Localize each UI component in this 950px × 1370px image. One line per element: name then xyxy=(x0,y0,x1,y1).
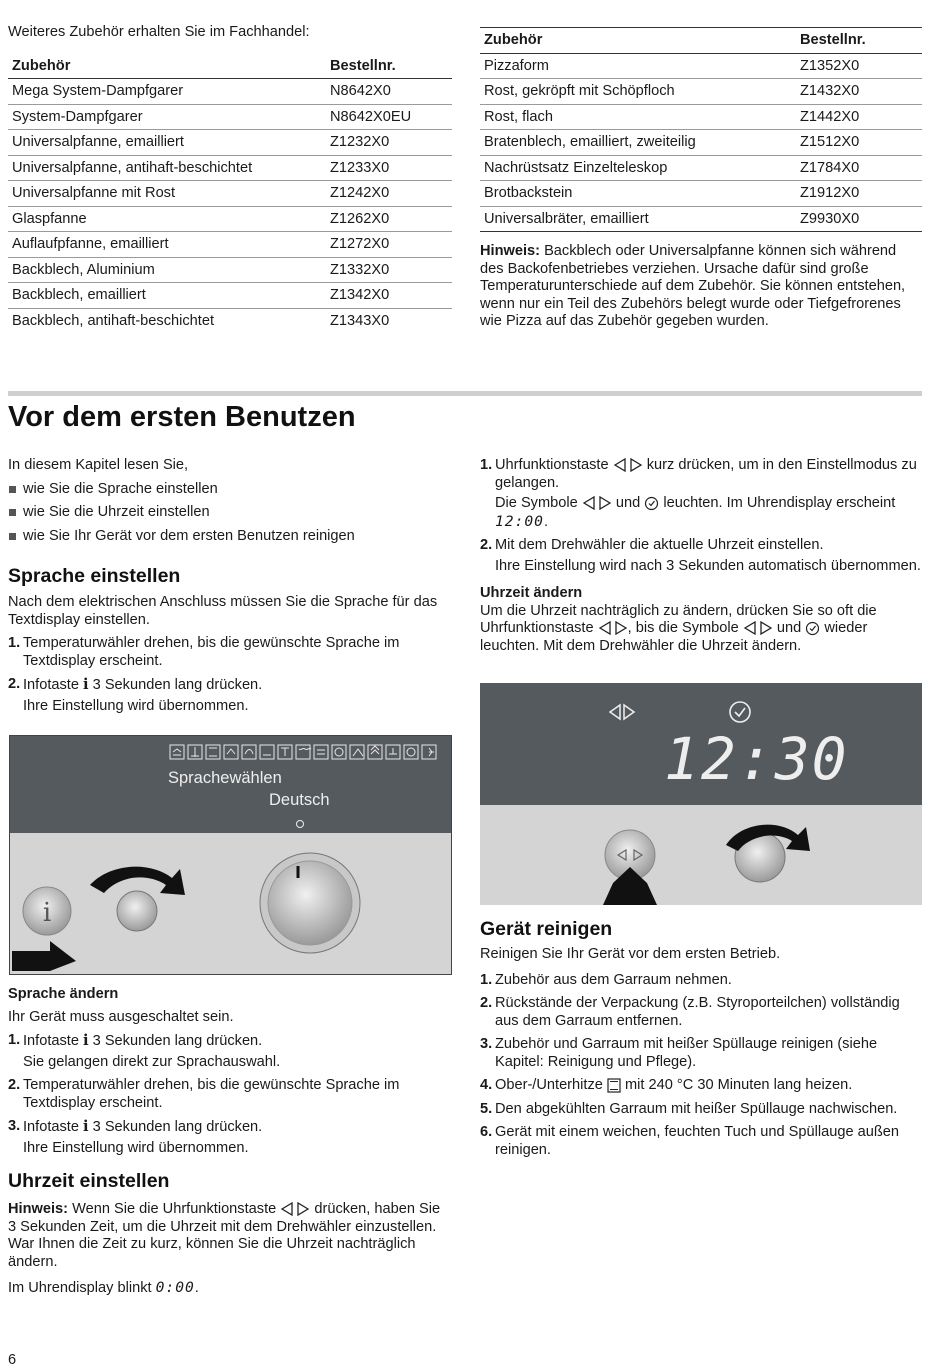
sprache-aendern-section xyxy=(8,986,452,1298)
text: , bis die Symbole xyxy=(627,620,739,636)
step-text: Zubehör und Garraum mit heißer Spüllauge reinigen (siehe Kapitel: Reinigung und Pflege). xyxy=(495,1036,878,1070)
clock-function-key-icon xyxy=(743,621,773,635)
info-icon: i xyxy=(83,1118,89,1135)
accessory-name-cell: Rost, gekröpft mit Schöpfloch xyxy=(480,79,796,105)
blink-line: Im Uhrendisplay blinkt 0:00. xyxy=(8,1279,199,1296)
order-number-cell: Z1242X0 xyxy=(326,181,452,207)
list-item: 1. Uhrfunktionstaste kurz drücken, um in den Einstellmodus zu gelangen. Die Symbole und leuchten. Im Uhrendisplay erscheint 12:00. xyxy=(480,457,924,531)
list-item: 3. Zubehör und Garraum mit heißer Spüllauge reinigen (siehe Kapitel: Reinigung und Pflege). xyxy=(480,1036,878,1070)
display-value: 12:00 xyxy=(495,512,544,530)
order-number-cell: Z1342X0 xyxy=(326,283,452,309)
svg-text:i: i xyxy=(42,898,52,928)
control-panel-drawing xyxy=(10,833,451,974)
step-sub: Ihre Einstellung wird nach 3 Sekunden automatisch übernommen. xyxy=(495,557,921,574)
table-row xyxy=(480,206,922,232)
language-display-illustration xyxy=(9,735,452,975)
table-row xyxy=(8,232,452,258)
clock-display-value: 12:30 xyxy=(664,725,849,793)
sprache-aendern-steps xyxy=(8,1032,452,1157)
accessory-name-cell: Backblech, antihaft-beschichtet xyxy=(12,312,214,329)
order-number-cell: Z1442X0 xyxy=(796,104,922,130)
sprache-title: Sprache einstellen xyxy=(8,565,181,587)
step-sub: Die Symbole und leuchten. Im Uhrendisplay erscheint 12:00. xyxy=(495,495,896,530)
table-row xyxy=(480,104,922,130)
accessory-name-cell: Auflaufpfanne, emailliert xyxy=(8,232,326,258)
accessory-name-cell: Rost, flach xyxy=(480,104,796,130)
step-text: kurz drücken, um in den Einstellmodus zu gelangen. xyxy=(495,457,917,491)
step-text: Temperaturwähler drehen, bis die gewünschte Sprache im Textdisplay erscheint. xyxy=(23,1077,400,1111)
clock-display-illustration xyxy=(480,683,922,905)
list-item: 2. Mit dem Drehwähler die aktuelle Uhrzeit einstellen. Ihre Einstellung wird nach 3 Sekunden automatisch übernommen. xyxy=(480,537,924,575)
clock-function-key-icon xyxy=(598,621,628,635)
reinigen-section xyxy=(480,917,924,1165)
table-row xyxy=(8,257,452,283)
reinigen-intro: Reinigen Sie Ihr Gerät vor dem ersten Betrieb. xyxy=(480,946,781,962)
order-number-cell: Z1912X0 xyxy=(796,181,922,207)
order-number-cell: Z1432X0 xyxy=(796,79,922,105)
table-row xyxy=(8,308,452,333)
accessory-section-right xyxy=(480,27,922,331)
list-item: 1. Temperaturwähler drehen, bis die gewünschte Sprache im Textdisplay erscheint. xyxy=(8,635,400,669)
table-row xyxy=(8,283,452,309)
table-row xyxy=(8,79,452,105)
page-number: 6 xyxy=(8,1352,17,1368)
sprache-steps xyxy=(8,635,452,715)
sprache-intro: Nach dem elektrischen Anschluss müssen Sie die Sprache für das Textdisplay einstellen. xyxy=(8,594,438,628)
clock-function-key-icon xyxy=(610,705,634,719)
step-sub-text: und xyxy=(615,495,641,511)
accessory-section-left xyxy=(8,24,452,333)
step-text: Uhrfunktionstaste xyxy=(495,457,609,473)
order-number-cell: Z9930X0 xyxy=(796,206,922,232)
reinigen-steps xyxy=(480,972,924,1160)
col-header-bestellnr: Bestellnr. xyxy=(796,28,922,54)
step-text: Zubehör aus dem Garraum nehmen. xyxy=(495,971,732,988)
col-header-zubehoer: Zubehör xyxy=(8,54,326,79)
accessory-name-cell: Universalbräter, emailliert xyxy=(480,206,796,232)
blink-value: 0:00 xyxy=(155,1279,195,1296)
accessory-name-cell: Bratenblech, emailliert, zweiteilig xyxy=(480,130,796,156)
accessory-name-cell: Mega System-Dampfgarer xyxy=(8,79,326,105)
selection-dot-icon xyxy=(296,820,304,828)
hinweis-text: Wenn Sie die Uhrfunktionstaste xyxy=(72,1201,277,1217)
col-header-bestellnr: Bestellnr. xyxy=(326,54,452,79)
clock-display-panel xyxy=(480,683,922,805)
accessory-name-cell: Universalpfanne, emailliert xyxy=(8,130,326,156)
accessory-table-right xyxy=(480,27,922,232)
table-row xyxy=(480,130,922,156)
col-header-zubehoer: Zubehör xyxy=(480,28,796,54)
accessory-name-cell: Glaspfanne xyxy=(8,206,326,232)
display-line-2: Deutsch xyxy=(269,791,330,809)
step-text: 3 Sekunden lang drücken. xyxy=(92,1119,263,1135)
hinweis-text: Backblech oder Universalpfanne können sich während des Backofenbetriebes verziehen. Ursache dafür sind große Temperaturunterschiede auf dem Zubehör. Sie können entstehen, wenn nur ein Teil des Zubehörs belegt wurde oder Tiefgefrorenes wie Pizza auf das Zubehör gegeben wurden. xyxy=(480,243,906,329)
order-number-cell: Z1343X0 xyxy=(330,312,390,329)
list-item: 6. Gerät mit einem weichen, feuchten Tuch und Spüllauge außen reinigen. xyxy=(480,1124,900,1158)
table-row xyxy=(480,53,922,79)
info-icon: i xyxy=(83,676,89,693)
accessory-name-cell: Nachrüstsatz Einzelteleskop xyxy=(480,155,796,181)
hinweis-label: Hinweis: xyxy=(8,1201,69,1217)
step-sub: Sie gelangen direkt zur Sprachauswahl. xyxy=(23,1053,281,1070)
sprache-aendern-title: Sprache ändern xyxy=(8,986,119,1002)
step-text: 3 Sekunden lang drücken. xyxy=(92,677,263,693)
list-item: 3. Infotaste i 3 Sekunden lang drücken. Ihre Einstellung wird übernommen. xyxy=(8,1118,452,1157)
text-display-panel xyxy=(10,736,451,833)
reinigen-title: Gerät reinigen xyxy=(480,918,613,940)
blink-text: Im Uhrendisplay blinkt xyxy=(8,1280,152,1296)
list-item: 2. Infotaste i 3 Sekunden lang drücken. Ihre Einstellung wird übernommen. xyxy=(8,676,452,715)
table-row xyxy=(8,181,452,207)
table-row xyxy=(480,79,922,105)
step-sub-text: Die Symbole xyxy=(495,495,578,511)
list-item: 2. Temperaturwähler drehen, bis die gewünschte Sprache im Textdisplay erscheint. xyxy=(8,1077,400,1111)
clock-icon xyxy=(644,496,659,511)
table-row xyxy=(480,181,922,207)
clock-function-key-icon xyxy=(582,496,612,510)
chapter-bullets xyxy=(8,481,452,546)
table-row xyxy=(8,206,452,232)
accessory-name-cell: System-Dampfgarer xyxy=(8,104,326,130)
accessory-name-cell: Universalpfanne mit Rost xyxy=(8,181,326,207)
list-item: wie Sie Ihr Gerät vor dem ersten Benutzen reinigen xyxy=(8,528,452,546)
order-number-cell: Z1232X0 xyxy=(326,130,452,156)
chapter-divider xyxy=(8,391,922,396)
order-number-cell: Z1332X0 xyxy=(326,257,452,283)
hinweis-text: drücken, haben Sie 3 Sekunden Zeit, um die Uhrzeit mit dem Drehwähler einzustellen. War Ihnen die Zeit zu kurz, können Sie die Uhrzeit nachträglich ändern. xyxy=(8,1201,441,1270)
step-text: Rückstände der Verpackung (z.B. Styroporteilchen) vollständig aus dem Garraum entfernen. xyxy=(495,995,900,1029)
uhrzeit-title: Uhrzeit einstellen xyxy=(8,1170,170,1192)
order-number-cell: Z1233X0 xyxy=(326,155,452,181)
order-number-cell: Z1512X0 xyxy=(796,130,922,156)
clock-function-key-icon xyxy=(613,458,643,472)
left-column xyxy=(8,457,452,721)
step-text: Den abgekühlten Garraum mit heißer Spüllauge nachwischen. xyxy=(495,1100,898,1117)
clock-icon xyxy=(805,621,820,636)
step-sub: Ihre Einstellung wird übernommen. xyxy=(23,1139,249,1156)
list-item: 4. Ober-/Unterhitze mit 240 °C 30 Minuten lang heizen. xyxy=(480,1077,853,1093)
step-text: Infotaste xyxy=(23,1033,79,1049)
step-sub: Ihre Einstellung wird übernommen. xyxy=(23,697,249,714)
list-item: 2. Rückstände der Verpackung (z.B. Styroporteilchen) vollständig aus dem Garraum entfernen. xyxy=(480,995,900,1029)
clock-function-key-icon xyxy=(280,1202,310,1216)
step-text: Gerät mit einem weichen, feuchten Tuch und Spüllauge außen reinigen. xyxy=(495,1124,900,1158)
table-row xyxy=(8,104,452,130)
display-line-1: Sprachewählen xyxy=(168,769,282,787)
step-text: mit 240 °C 30 Minuten lang heizen. xyxy=(625,1077,853,1093)
step-text: Infotaste xyxy=(23,677,79,693)
step-sub-text: leuchten. Im Uhrendisplay erscheint xyxy=(663,495,896,511)
step-text: Temperaturwähler drehen, bis die gewünschte Sprache im Textdisplay erscheint. xyxy=(23,635,400,669)
order-number-cell: N8642X0EU xyxy=(326,104,452,130)
step-text: 3 Sekunden lang drücken. xyxy=(92,1033,263,1049)
table-row xyxy=(8,155,452,181)
hinweis-verziehen xyxy=(480,243,922,331)
list-item: wie Sie die Uhrzeit einstellen xyxy=(8,504,452,522)
accessory-table-left xyxy=(8,54,452,334)
order-number-cell: Z1784X0 xyxy=(796,155,922,181)
step-text: Infotaste xyxy=(23,1119,79,1135)
clock-controls-drawing xyxy=(480,805,922,905)
text: und xyxy=(776,620,802,636)
list-item: 1. Infotaste i 3 Sekunden lang drücken. Sie gelangen direkt zur Sprachauswahl. xyxy=(8,1032,452,1071)
step-text: Mit dem Drehwähler die aktuelle Uhrzeit einstellen. xyxy=(495,537,824,553)
table-row xyxy=(480,155,922,181)
uhrzeit-hinweis xyxy=(8,1201,452,1271)
accessory-name-cell: Pizzaform xyxy=(480,53,796,79)
hinweis-label: Hinweis: xyxy=(480,243,541,259)
list-item: 1. Zubehör aus dem Garraum nehmen. xyxy=(480,971,732,988)
accessory-name-cell: Backblech, emailliert xyxy=(8,283,326,309)
sprache-aendern-intro: Ihr Gerät muss ausgeschaltet sein. xyxy=(8,1008,234,1025)
accessory-name-cell: Brotbackstein xyxy=(480,181,796,207)
intro-line: Weiteres Zubehör erhalten Sie im Fachhandel: xyxy=(8,24,310,40)
text: wieder leuchten. Mit dem Drehwähler die Uhrzeit ändern. xyxy=(480,620,868,654)
info-icon: i xyxy=(83,1032,89,1049)
list-item: 5. Den abgekühlten Garraum mit heißer Spüllauge nachwischen. xyxy=(480,1100,898,1117)
accessory-name-cell: Backblech, Aluminium xyxy=(8,257,326,283)
right-column xyxy=(480,457,924,655)
text: Um die Uhrzeit nachträglich zu ändern, drücken Sie so oft die Uhrfunktionstaste xyxy=(480,602,877,636)
clock-icon xyxy=(730,702,750,722)
accessory-name-cell: Universalpfanne, antihaft-beschichtet xyxy=(8,155,326,181)
uhrzeit-aendern-text xyxy=(480,603,924,656)
order-number-cell: Z1352X0 xyxy=(796,53,922,79)
top-bottom-heat-icon xyxy=(607,1078,621,1093)
list-item: wie Sie die Sprache einstellen xyxy=(8,481,452,499)
step-text: Ober-/Unterhitze xyxy=(495,1077,603,1093)
chapter-title: Vor dem ersten Benutzen xyxy=(8,401,356,433)
table-row xyxy=(8,130,452,156)
chapter-intro: In diesem Kapitel lesen Sie, xyxy=(8,457,189,473)
uhrzeit-aendern-title: Uhrzeit ändern xyxy=(480,585,583,601)
uhrzeit-steps xyxy=(480,457,924,575)
order-number-cell: Z1262X0 xyxy=(326,206,452,232)
order-number-cell: N8642X0 xyxy=(326,79,452,105)
order-number-cell: Z1272X0 xyxy=(326,232,452,258)
